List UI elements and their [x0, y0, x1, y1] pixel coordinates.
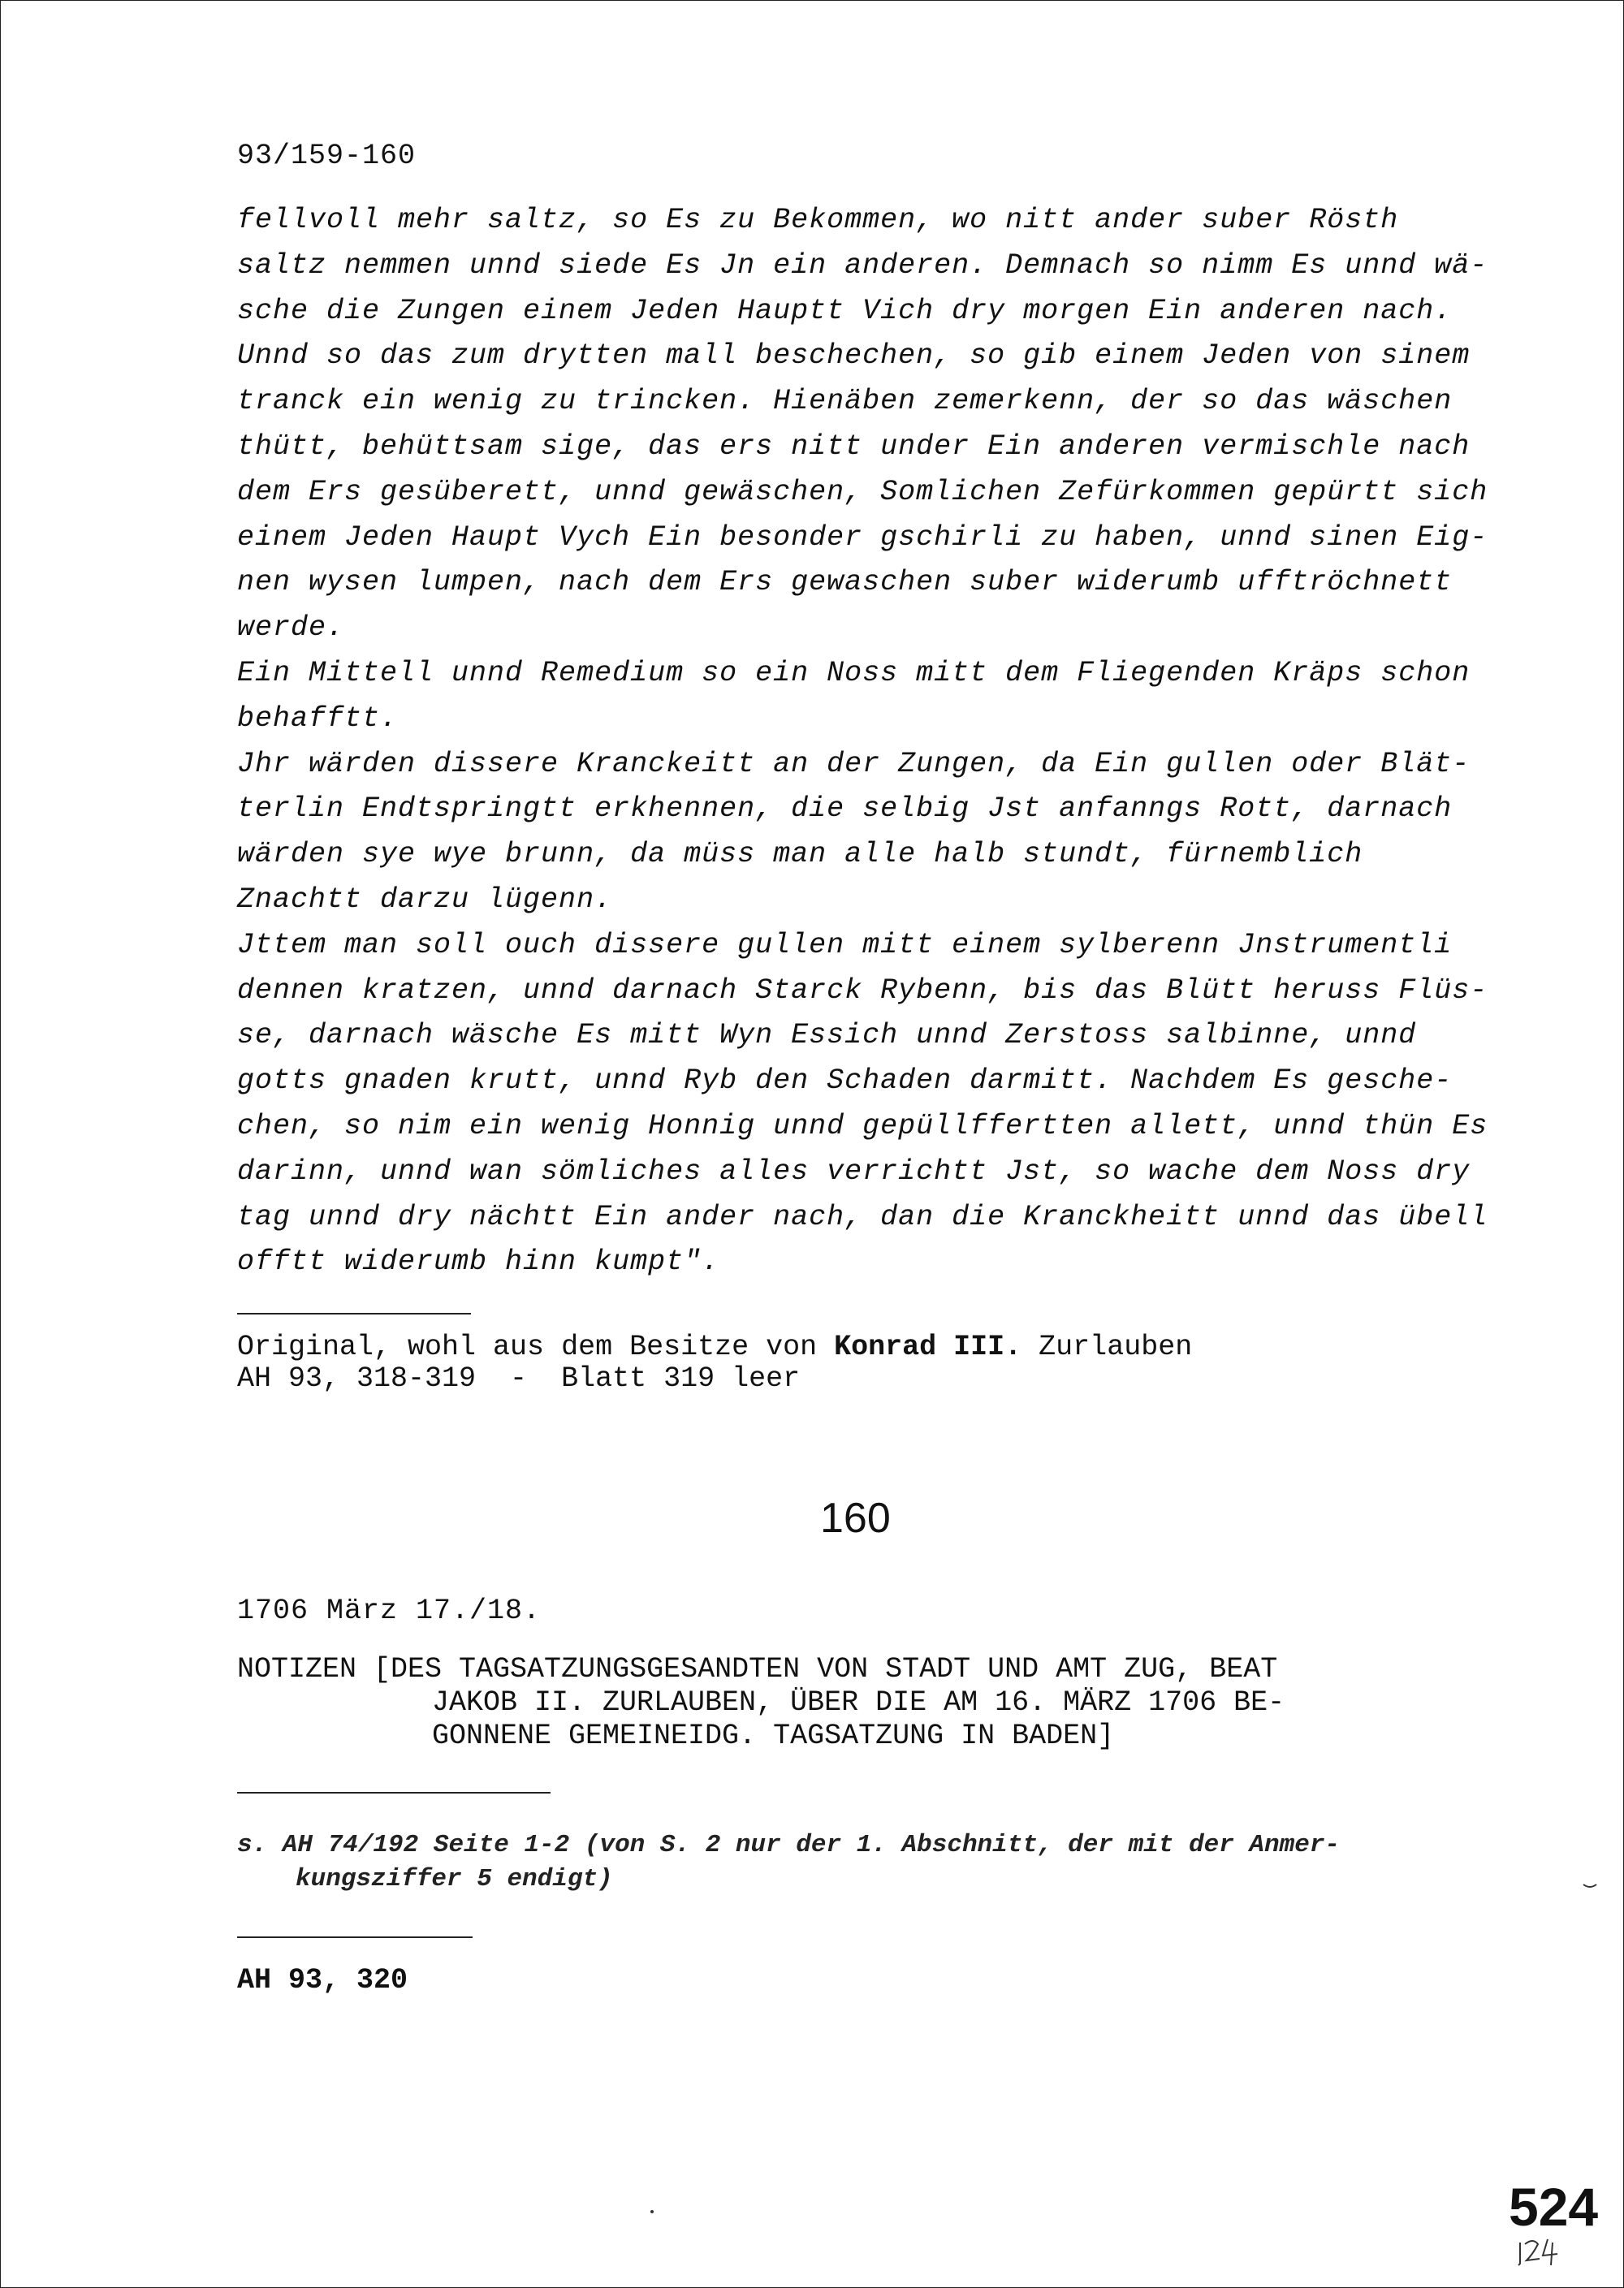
reference-line: kungsziffer 5 endigt): [296, 1865, 613, 1893]
margin-mark-icon: [1582, 1882, 1598, 1890]
section-divider: [237, 1792, 551, 1794]
folio-stamp: 524: [1509, 2177, 1599, 2237]
body-line: dem Ers gesüberett, unnd gewäschen, Somlichen Zefürkommen gepürtt sich: [237, 475, 1488, 508]
body-line: wärden sye wye brunn, da müss man alle halb stundt, fürnemblich: [237, 838, 1363, 871]
body-line: offtt widerumb hinn kumpt".: [237, 1245, 720, 1279]
section-divider: [237, 1313, 471, 1315]
body-line: sche die Zungen einem Jeden Hauptt Vich dry morgen Ein anderen nach.: [237, 294, 1453, 327]
body-line: thütt, behüttsam sige, das ers nitt under Ein anderen vermischle nach: [237, 430, 1471, 463]
transcription-body: [237, 198, 1488, 1285]
source-owner: Konrad III.: [834, 1331, 1022, 1363]
body-line: Ein Mittell unnd Remedium so ein Noss mitt dem Fliegenden Kräps schon: [237, 656, 1471, 689]
body-line: darinn, unnd wan sömliches alles verrichtt Jst, so wache dem Noss dry: [237, 1155, 1471, 1188]
source-line: [237, 1332, 1192, 1363]
body-line: nen wysen lumpen, nach dem Ers gewaschen suber widerumb ufftröchnett: [237, 566, 1453, 599]
body-line: Znachtt darzu lügenn.: [237, 883, 613, 916]
body-line: behafftt.: [237, 702, 399, 735]
body-line: tranck ein wenig zu trincken. Hienäben zemerkenn, der so das wäschen: [237, 385, 1453, 418]
cross-reference: [237, 1828, 1340, 1897]
body-line: chen, so nim ein wenig Honnig unnd gepüllffertten allett, unnd thün Es: [237, 1109, 1488, 1142]
entry-date: 1706 März 17./18.: [237, 1595, 542, 1627]
body-line: se, darnach wäsche Es mitt Wyn Essich unnd Zerstoss salbinne, unnd: [237, 1019, 1417, 1052]
body-line: einem Jeden Haupt Vych Ein besonder gschirli zu haben, unnd sinen Eig-: [237, 520, 1488, 554]
title-line: GONNENE GEMEINEIDG. TAGSATZUNG IN BADEN]: [432, 1720, 1115, 1752]
source-suffix: Zurlauben: [1021, 1331, 1193, 1363]
body-line: fellvoll mehr saltz, so Es zu Bekommen, wo nitt ander suber Rösth: [237, 204, 1399, 236]
page-reference: 93/159-160: [237, 140, 417, 172]
source-archive-line: AH 93, 318-319 - Blatt 319 leer: [237, 1362, 801, 1395]
entry-title: [237, 1653, 1285, 1753]
reference-line: s. AH 74/192 Seite 1-2 (von S. 2 nur der 1. Abschnitt, der mit der Anmer-: [237, 1831, 1341, 1859]
body-line: gotts gnaden krutt, unnd Ryb den Schaden darmitt. Nachdem Es gesche-: [237, 1064, 1453, 1098]
body-line: Unnd so das zum drytten mall beschechen, so gib einem Jeden von sinem: [237, 339, 1471, 373]
body-line: terlin Endtspringtt erkhennen, die selbig Jst anfanngs Rott, darnach: [237, 792, 1453, 826]
body-line: Jttem man soll ouch dissere gullen mitt einem sylberenn Jnstrumentli: [237, 928, 1453, 961]
source-note: [237, 1332, 1192, 1395]
archive-reference: AH 93, 320: [237, 1964, 408, 1997]
body-line: tag unnd dry nächtt Ein ander nach, dan die Kranckheitt unnd das übell: [237, 1200, 1488, 1233]
entry-number: 160: [820, 1495, 891, 1542]
source-prefix: Original, wohl aus dem Besitze von: [237, 1331, 835, 1363]
handwritten-folio-icon: [1517, 2234, 1562, 2269]
body-line: dennen kratzen, unnd darnach Starck Rybenn, bis das Blütt heruss Flüs-: [237, 973, 1488, 1007]
title-line: JAKOB II. ZURLAUBEN, ÜBER DIE AM 16. MÄRZ 1706 BE-: [432, 1686, 1285, 1719]
title-line: NOTIZEN [DES TAGSATZUNGSGESANDTEN VON STADT UND AMT ZUG, BEAT: [237, 1653, 1278, 1686]
body-line: Jhr wärden dissere Kranckeitt an der Zungen, da Ein gullen oder Blät-: [237, 747, 1471, 780]
body-line: saltz nemmen unnd siede Es Jn ein anderen. Demnach so nimm Es unnd wä-: [237, 248, 1488, 282]
body-line: werde.: [237, 611, 345, 645]
stray-dot-mark: [650, 2210, 654, 2213]
section-divider: [237, 1936, 473, 1938]
